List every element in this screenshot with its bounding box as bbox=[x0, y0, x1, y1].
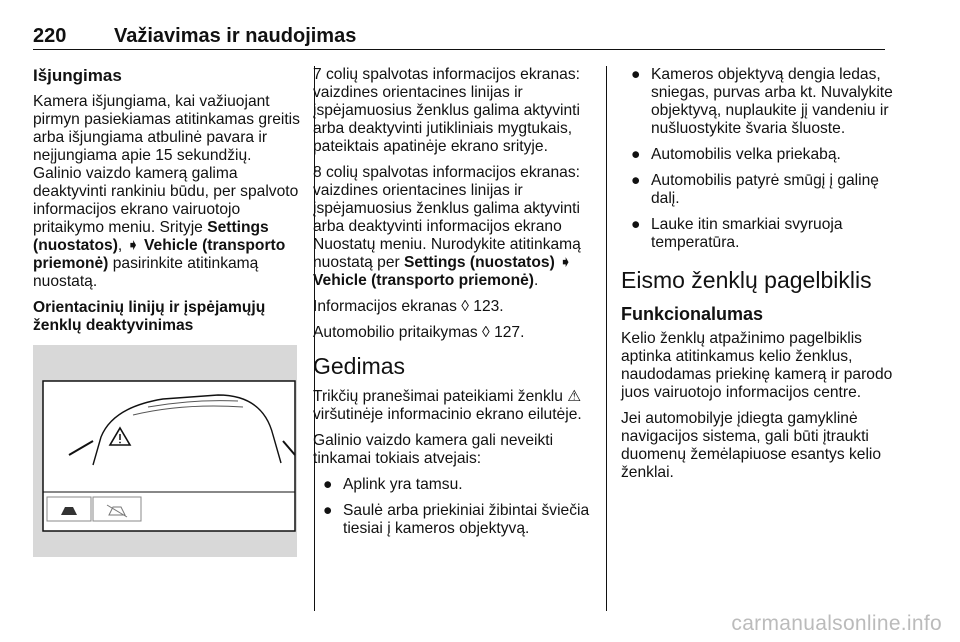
bullet-icon: ● bbox=[323, 502, 333, 519]
page-title: Važiavimas ir naudojimas bbox=[114, 25, 357, 47]
list-item: ● Automobilis patyrė smūgį į galinę dalį. bbox=[631, 172, 879, 207]
section-heading-off: Išjungimas bbox=[33, 66, 122, 85]
page-number: 220 bbox=[33, 25, 67, 47]
paragraph-camera-conditions: Galinio vaizdo kamera gali neveikti tinkamai tokiais atvejais: bbox=[313, 432, 554, 467]
bullet-icon: ● bbox=[323, 476, 333, 493]
column-left bbox=[33, 66, 303, 557]
reference-icon: ◊ bbox=[461, 298, 469, 315]
subheading-functionality: Funkcionalumas bbox=[621, 304, 764, 324]
list-item: ● Automobilis velka priekabą. bbox=[631, 146, 841, 163]
rear-camera-display-illustration bbox=[33, 345, 297, 557]
paragraph-8inch: 8 colių spalvotas informacijos ekranas: vaizdines orientacines linijas ir įspėjamuosius ženklus galima aktyvinti arba deaktyvinti informacijos ekrano Nuostatų meniu. Nurodykite atitinkamą nuostatą per Settings (nuostatos) ➧ Vehicle (transporto priemonė). bbox=[313, 164, 581, 289]
paragraph-functionality: Kelio ženklų atpažinimo pagelbiklis aptinka atitinkamus kelio ženklus, naudodamas priekinę kamerą ir parodo juos vairuotojo informacijos centre. bbox=[621, 330, 893, 401]
list-item: ● Aplink yra tamsu. bbox=[323, 476, 463, 493]
reference-icon: ◊ bbox=[482, 324, 490, 341]
conditions-list bbox=[313, 476, 603, 538]
list-item: ● Kameros objektyvą dengia ledas, sniegas, purvas arba kt. Nuvalykite objektyvą, nuplaukite jį vandeniu ir nušluostykite švaria šluoste. bbox=[631, 66, 893, 137]
column-right bbox=[621, 66, 893, 490]
paragraph-7inch: 7 colių spalvotas informacijos ekranas: vaizdines orientacines linijas ir įspėjamuosius ženklus galima aktyvinti arba deaktyvinti jutikliniais mygtukais, pateiktais apatinėje ekrano srityje. bbox=[313, 66, 580, 155]
section-heading-traffic-sign-assistant: Eismo ženklų pagelbiklis bbox=[621, 267, 872, 293]
list-item: ● Lauke itin smarkiai svyruoja temperatūra. bbox=[631, 216, 843, 251]
paragraph-off: Kamera išjungiama, kai važiuojant pirmyn pasiekiamas atitinkamas greitis arba išjungiama atbulinė pavara ir neįjungiama apie 15 sekundžių. Galinio vaizdo kamerą galima deaktyvinti rankiniu būdu, per spalvoto informacijos ekrano vairuotojo pritaikymo meniu. Srityje Settings (nuostatos), ➧ Vehicle (transporto priemonė) pasirinkite atitinkamą nuostatą. bbox=[33, 93, 300, 290]
column-middle bbox=[313, 66, 603, 546]
conditions-list-continued bbox=[621, 66, 893, 252]
paragraph-navigation: Jei automobilyje įdiegta gamyklinė navigacijos sistema, gali būti įtraukti duomenų žemėlapiuose esantys kelio ženklai. bbox=[621, 410, 882, 481]
arrow-icon: ➧ bbox=[559, 254, 573, 271]
section-heading-fault: Gedimas bbox=[313, 353, 406, 379]
paragraph-fault-messages: Trikčių pranešimai pateikiami ženklu ⚠ viršutinėje informacinio ekrano eilutėje. bbox=[313, 388, 582, 423]
watermark: carmanualsonline.info bbox=[731, 612, 942, 635]
reference-vehicle-personalisation: Automobilio pritaikymas ◊ 127. bbox=[313, 324, 525, 341]
warning-triangle-icon: ⚠ bbox=[567, 388, 582, 405]
bullet-icon: ● bbox=[631, 172, 641, 189]
bullet-icon: ● bbox=[631, 216, 641, 233]
arrow-icon: ➧ bbox=[126, 237, 140, 254]
bullet-icon: ● bbox=[631, 146, 641, 163]
reference-info-display: Informacijos ekranas ◊ 123. bbox=[313, 298, 504, 315]
bullet-icon: ● bbox=[631, 66, 641, 83]
subheading-guidelines: Orientacinių linijų ir įspėjamųjų ženklų deaktyvinimas bbox=[33, 299, 266, 334]
page-header bbox=[33, 25, 885, 50]
list-item: ● Saulė arba priekiniai žibintai šviečia tiesiai į kameros objektyvą. bbox=[323, 502, 590, 537]
column-divider-2 bbox=[606, 66, 607, 611]
